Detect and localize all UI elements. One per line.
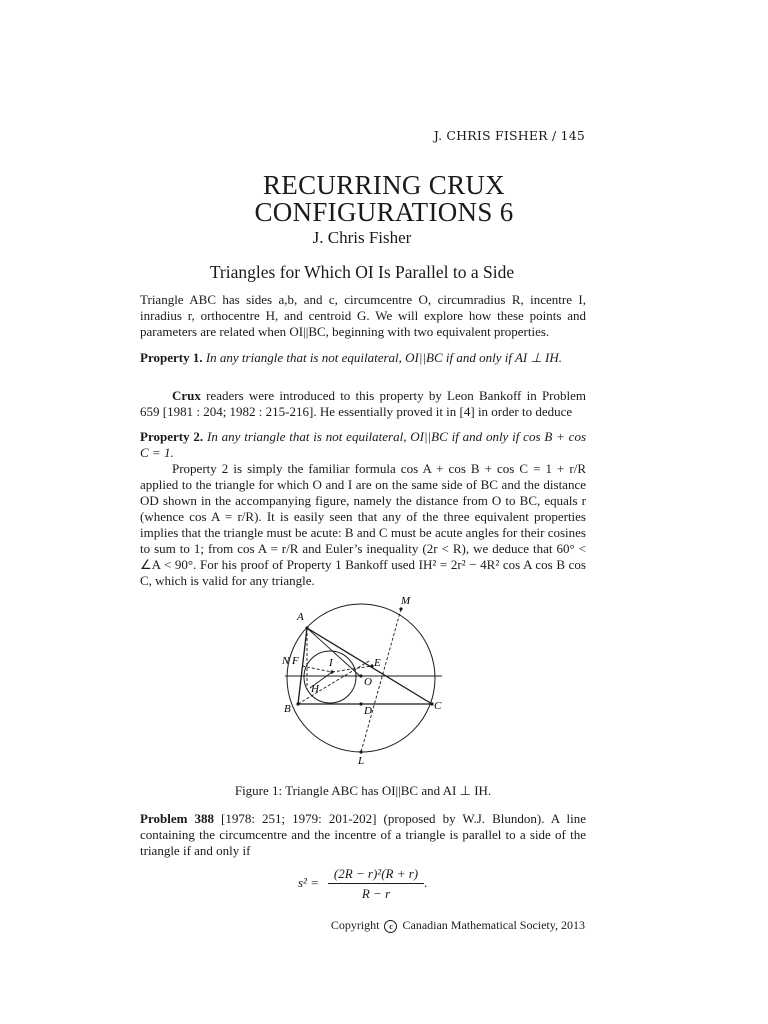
label-f: F — [292, 655, 299, 667]
title-line-2: CONFIGURATIONS 6 — [254, 197, 514, 227]
section-subtitle: Triangles for Which OI Is Parallel to a Side — [209, 262, 515, 282]
intro-paragraph: Triangle ABC has sides a,b, and c, circumcentre O, circumradius R, incentre I, inradius r, orthocentre H, and centroid G. We will explore how these points and parameters are related when OI||BC, beginning with two equivalent properties. — [140, 292, 586, 339]
point-b — [296, 702, 299, 705]
crux-paragraph — [140, 388, 586, 420]
property-2 — [140, 429, 586, 461]
line-ie — [332, 666, 372, 672]
problem-text: [1978: 251; 1979: 201-202] (proposed by W.J. Blundon). A line containing the circumcentre and the incentre of a triangle is parallel to a side of the triangle if and only if — [140, 811, 586, 858]
formula-lhs: s² = — [298, 875, 319, 890]
point-l — [359, 750, 362, 753]
property-1-label: Property 1. — [140, 350, 203, 365]
property-1 — [140, 350, 586, 366]
triangle-figure — [270, 592, 450, 772]
crux-paragraph-text: readers were introduced to this property by Leon Bankoff in Problem 659 [1981 : 204; 1982 : 215-216]. He essentially proved it in [4] in order to deduce — [140, 388, 586, 419]
copyright-symbol: c — [384, 920, 397, 933]
point-m — [399, 607, 402, 610]
label-a: A — [297, 611, 304, 623]
label-e: E — [374, 657, 381, 669]
formula-period: . — [424, 875, 428, 890]
label-i: I — [329, 657, 333, 669]
label-n: N — [282, 655, 290, 667]
article-title — [0, 172, 768, 226]
point-o — [359, 674, 362, 677]
label-c: C — [434, 700, 442, 712]
label-d: D — [364, 705, 372, 717]
property-2-statement: In any triangle that is not equilateral, OI||BC if and only if cos B + cos C = 1. — [140, 429, 587, 460]
label-h: H — [311, 683, 319, 695]
problem-label: Problem 388 — [140, 811, 214, 826]
copyright-org: Canadian Mathematical Society, 2013 — [402, 918, 585, 932]
title-line-1: RECURRING CRUX — [263, 170, 505, 200]
property-2-discussion: Property 2 is simply the familiar formula cos A + cos B + cos C = 1 + r/R applied to the triangle for which O and I are on the same side of BC and the distance OD shown in the accompanying figure, namely the distance from O to BC, equals r (whence cos A = r/R). It is easily seen that any of the three equivalent properties implies that the triangle must be acute: B and C must be acute angles for their cosines to sum to 1; from cos A = r/R and Euler’s inequality (2r < R), we deduce that 60° < ∠A < 90°. For his proof of Property 1 Bankoff used IH² = 2r² − 4R² cos A cos B cos C, which is valid for any triangle. — [140, 461, 586, 588]
property-2-label: Property 2. — [140, 429, 204, 444]
point-a — [305, 626, 308, 629]
crux-word: Crux — [172, 388, 201, 403]
property-1-statement: In any triangle that is not equilateral, OI||BC if and only if AI ⊥ IH. — [205, 350, 563, 365]
label-b: B — [284, 703, 291, 715]
running-head: J. CHRIS FISHER / 145 — [433, 128, 585, 143]
point-d — [359, 702, 362, 705]
label-o: O — [364, 676, 372, 688]
point-i — [330, 670, 333, 673]
fraction-bar — [328, 883, 424, 884]
formula-numerator: (2R − r)²(R + r) — [333, 866, 419, 881]
copyright-notice — [331, 918, 585, 933]
figure-caption: Figure 1: Triangle ABC has OI||BC and AI ⊥ IH. — [234, 783, 492, 798]
copyright-prefix: Copyright — [330, 918, 380, 932]
problem-388 — [140, 811, 586, 859]
label-l: L — [358, 755, 365, 767]
label-m: M — [401, 595, 411, 607]
circumcircle — [287, 604, 435, 752]
author-name: J. Chris Fisher — [312, 228, 412, 247]
formula-denominator: R − r — [361, 886, 391, 901]
